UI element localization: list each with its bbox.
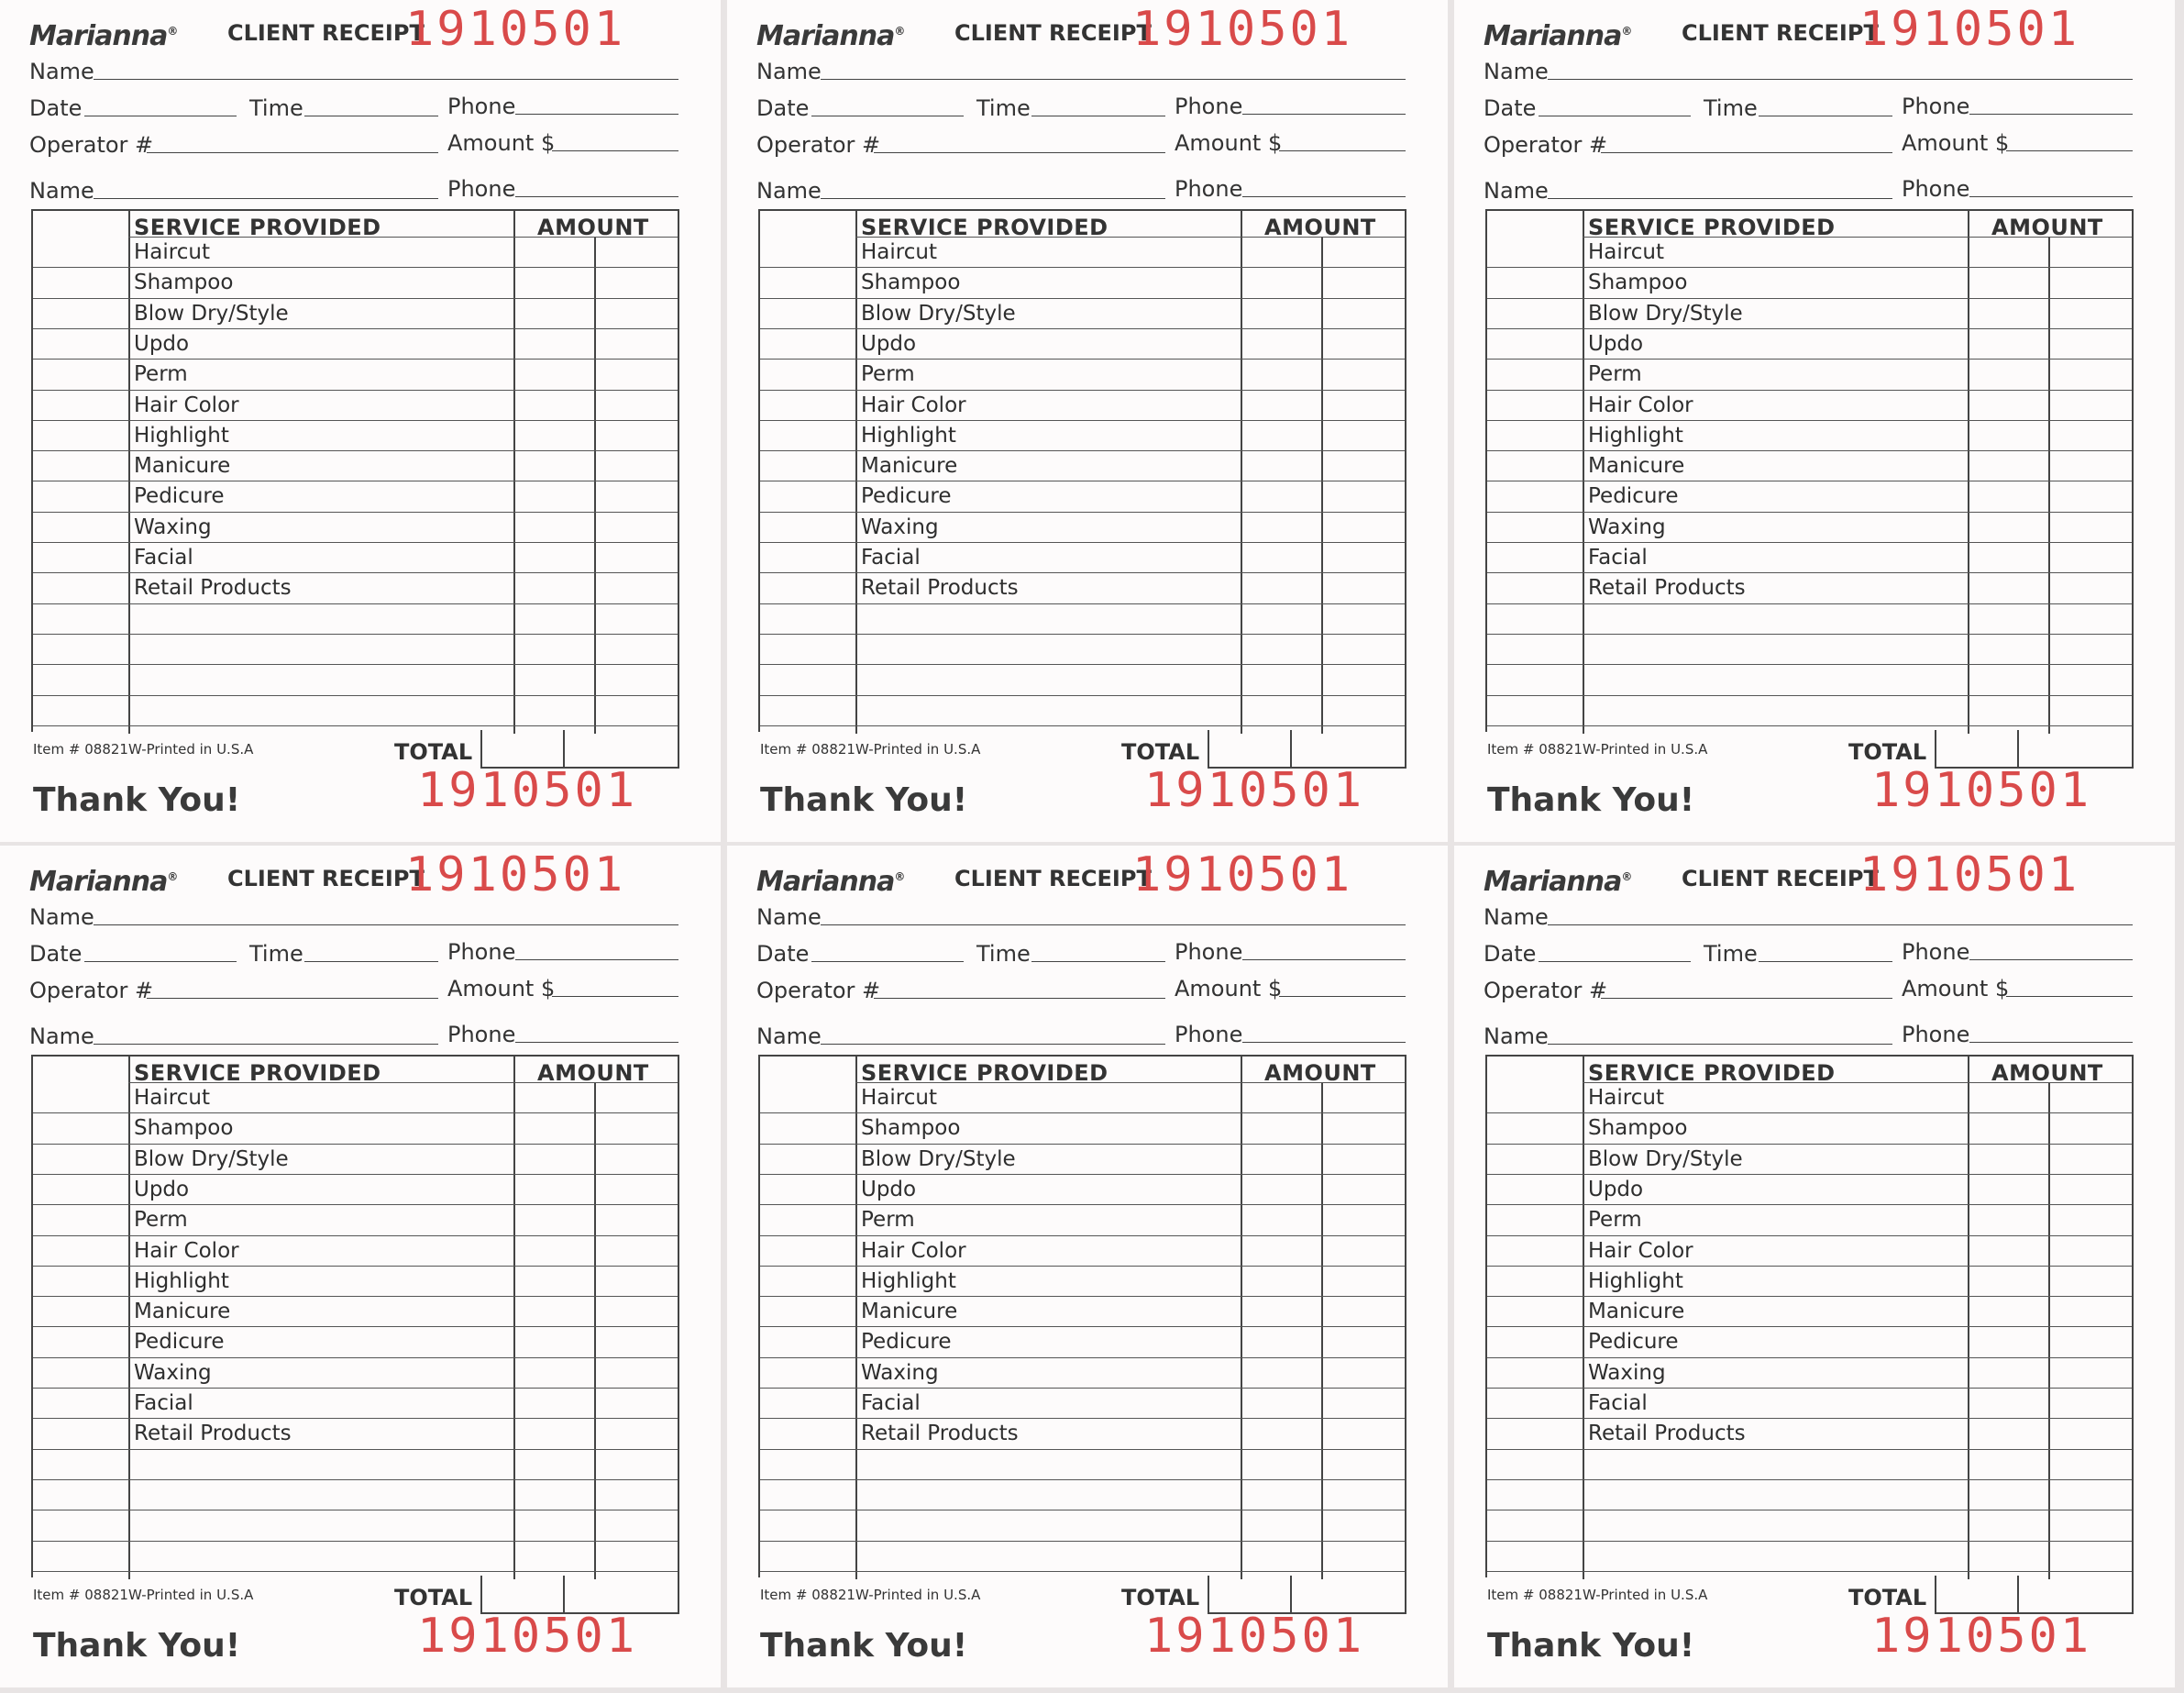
operator-field[interactable] bbox=[874, 152, 1165, 153]
phone-field[interactable] bbox=[1242, 114, 1406, 115]
service-item: Retail Products bbox=[861, 576, 1019, 601]
receipt-number-bottom: 1910501 bbox=[1871, 763, 2092, 818]
total-label: TOTAL bbox=[1848, 739, 1927, 765]
amount-field[interactable] bbox=[1279, 150, 1406, 151]
marianna-logo: Marianna® bbox=[1484, 866, 1632, 898]
service-item: Hair Color bbox=[1588, 1238, 1693, 1263]
amount-header: AMOUNT bbox=[1991, 215, 2103, 240]
phone-label-2: Phone bbox=[1902, 176, 1970, 202]
services-table bbox=[31, 209, 679, 732]
name-label-2: Name bbox=[1484, 178, 1549, 204]
service-item: Perm bbox=[134, 1208, 188, 1233]
service-item: Updo bbox=[1588, 331, 1644, 356]
service-item: Blow Dry/Style bbox=[134, 301, 289, 326]
service-item: Retail Products bbox=[134, 576, 292, 601]
service-item: Updo bbox=[861, 1177, 917, 1201]
total-label: TOTAL bbox=[394, 739, 473, 765]
client-receipt bbox=[0, 0, 721, 842]
amount-label: Amount $ bbox=[1175, 130, 1283, 156]
service-item: Hair Color bbox=[861, 393, 966, 417]
thank-you: Thank You! bbox=[1487, 1627, 1695, 1665]
service-item: Haircut bbox=[1588, 1086, 1664, 1110]
date-label: Date bbox=[1484, 941, 1537, 967]
service-item: Manicure bbox=[861, 1300, 958, 1324]
name-field-2[interactable] bbox=[821, 1044, 1165, 1045]
phone-field-2[interactable] bbox=[515, 196, 678, 197]
service-item: Blow Dry/Style bbox=[134, 1146, 289, 1171]
receipt-number-bottom: 1910501 bbox=[1871, 1609, 2092, 1664]
marianna-logo: Marianna® bbox=[1484, 20, 1632, 52]
operator-field[interactable] bbox=[1601, 152, 1892, 153]
thank-you: Thank You! bbox=[33, 781, 241, 819]
phone-field-2[interactable] bbox=[1969, 1042, 2133, 1043]
name-field[interactable] bbox=[821, 79, 1406, 80]
phone-field[interactable] bbox=[515, 959, 678, 960]
service-provided-header: SERVICE PROVIDED bbox=[134, 215, 381, 240]
service-item: Highlight bbox=[1588, 423, 1683, 448]
operator-label: Operator # bbox=[29, 132, 154, 158]
name-field[interactable] bbox=[1548, 924, 2133, 925]
date-label: Date bbox=[29, 95, 83, 121]
phone-field-2[interactable] bbox=[1242, 196, 1406, 197]
marianna-logo: Marianna® bbox=[29, 20, 178, 52]
amount-label: Amount $ bbox=[447, 976, 556, 1001]
amount-field[interactable] bbox=[552, 150, 678, 151]
amount-label: Amount $ bbox=[1175, 976, 1283, 1001]
name-label-2: Name bbox=[756, 1024, 822, 1049]
name-label: Name bbox=[756, 904, 822, 930]
item-number: Item # 08821W-Printed in U.S.A bbox=[33, 741, 254, 758]
phone-label-2: Phone bbox=[1175, 176, 1243, 202]
service-item: Retail Products bbox=[134, 1422, 292, 1446]
amount-header: AMOUNT bbox=[537, 215, 649, 240]
item-number: Item # 08821W-Printed in U.S.A bbox=[33, 1587, 254, 1603]
name-label: Name bbox=[29, 904, 94, 930]
service-item: Retail Products bbox=[861, 1422, 1019, 1446]
service-item: Blow Dry/Style bbox=[861, 301, 1016, 326]
receipt-number-top: 1910501 bbox=[1132, 847, 1353, 902]
service-item: Manicure bbox=[1588, 454, 1685, 479]
receipt-number-top: 1910501 bbox=[405, 847, 626, 902]
amount-header: AMOUNT bbox=[1264, 1060, 1376, 1086]
phone-label-2: Phone bbox=[447, 176, 516, 202]
amount-field[interactable] bbox=[2006, 150, 2133, 151]
service-item: Waxing bbox=[134, 515, 212, 539]
service-item: Manicure bbox=[1588, 1300, 1685, 1324]
receipt-number-bottom: 1910501 bbox=[1144, 1609, 1365, 1664]
total-label: TOTAL bbox=[1848, 1585, 1927, 1610]
service-item: Perm bbox=[1588, 362, 1642, 387]
service-item: Perm bbox=[861, 1208, 915, 1233]
date-label: Date bbox=[756, 95, 810, 121]
time-label: Time bbox=[249, 941, 303, 967]
thank-you: Thank You! bbox=[760, 1627, 968, 1665]
receipt-number-top: 1910501 bbox=[405, 2, 626, 57]
service-item: Waxing bbox=[1588, 515, 1666, 539]
service-item: Blow Dry/Style bbox=[861, 1146, 1016, 1171]
phone-field-2[interactable] bbox=[515, 1042, 678, 1043]
name-label-2: Name bbox=[756, 178, 822, 204]
service-item: Perm bbox=[861, 362, 915, 387]
client-receipt bbox=[1454, 846, 2175, 1687]
name-field[interactable] bbox=[94, 79, 678, 80]
amount-header: AMOUNT bbox=[1991, 1060, 2103, 1086]
service-item: Shampoo bbox=[1588, 271, 1688, 295]
service-item: Highlight bbox=[861, 423, 956, 448]
service-item: Shampoo bbox=[1588, 1116, 1688, 1141]
service-item: Manicure bbox=[861, 454, 958, 479]
time-field[interactable] bbox=[304, 961, 438, 962]
name-field-2[interactable] bbox=[1548, 1044, 1892, 1045]
service-provided-header: SERVICE PROVIDED bbox=[134, 1060, 381, 1086]
service-item: Pedicure bbox=[1588, 484, 1679, 509]
item-number: Item # 08821W-Printed in U.S.A bbox=[760, 741, 981, 758]
date-label: Date bbox=[1484, 95, 1537, 121]
service-item: Waxing bbox=[861, 1360, 939, 1385]
service-item: Pedicure bbox=[861, 1330, 952, 1355]
service-item: Perm bbox=[1588, 1208, 1642, 1233]
receipt-number-top: 1910501 bbox=[1859, 2, 2080, 57]
service-item: Hair Color bbox=[134, 393, 239, 417]
services-table bbox=[31, 1055, 679, 1577]
name-field-2[interactable] bbox=[821, 198, 1165, 199]
receipt-title: CLIENT RECEIPT bbox=[227, 20, 425, 46]
service-item: Facial bbox=[861, 1391, 921, 1415]
marianna-logo: Marianna® bbox=[756, 866, 905, 898]
service-item: Facial bbox=[861, 546, 921, 570]
service-item: Haircut bbox=[134, 240, 210, 264]
operator-field[interactable] bbox=[147, 998, 438, 999]
time-label: Time bbox=[1704, 941, 1758, 967]
receipt-number-bottom: 1910501 bbox=[1144, 763, 1365, 818]
service-item: Updo bbox=[1588, 1177, 1644, 1201]
item-number: Item # 08821W-Printed in U.S.A bbox=[1487, 741, 1708, 758]
thank-you: Thank You! bbox=[760, 781, 968, 819]
amount-field[interactable] bbox=[1279, 996, 1406, 997]
amount-header: AMOUNT bbox=[1264, 215, 1376, 240]
amount-label: Amount $ bbox=[1902, 130, 2010, 156]
receipt-title: CLIENT RECEIPT bbox=[954, 866, 1152, 891]
receipt-title: CLIENT RECEIPT bbox=[1682, 866, 1879, 891]
service-item: Updo bbox=[861, 331, 917, 356]
service-item: Blow Dry/Style bbox=[1588, 1146, 1743, 1171]
receipt-title: CLIENT RECEIPT bbox=[1682, 20, 1879, 46]
thank-you: Thank You! bbox=[1487, 781, 1695, 819]
service-item: Updo bbox=[134, 1177, 190, 1201]
service-item: Retail Products bbox=[1588, 576, 1746, 601]
service-item: Retail Products bbox=[1588, 1422, 1746, 1446]
service-item: Highlight bbox=[1588, 1268, 1683, 1293]
service-item: Waxing bbox=[1588, 1360, 1666, 1385]
services-table bbox=[1485, 1055, 2134, 1577]
time-field[interactable] bbox=[1031, 961, 1165, 962]
operator-label: Operator # bbox=[1484, 132, 1608, 158]
service-item: Haircut bbox=[134, 1086, 210, 1110]
phone-field[interactable] bbox=[515, 114, 678, 115]
service-item: Haircut bbox=[861, 1086, 937, 1110]
phone-label: Phone bbox=[447, 939, 516, 965]
time-label: Time bbox=[976, 941, 1031, 967]
name-field[interactable] bbox=[94, 924, 678, 925]
time-label: Time bbox=[249, 95, 303, 121]
phone-field-2[interactable] bbox=[1969, 196, 2133, 197]
operator-field[interactable] bbox=[874, 998, 1165, 999]
name-field-2[interactable] bbox=[1548, 198, 1892, 199]
operator-field[interactable] bbox=[147, 152, 438, 153]
phone-label-2: Phone bbox=[447, 1022, 516, 1047]
service-item: Facial bbox=[134, 546, 193, 570]
item-number: Item # 08821W-Printed in U.S.A bbox=[760, 1587, 981, 1603]
service-item: Shampoo bbox=[861, 1116, 961, 1141]
name-label-2: Name bbox=[29, 178, 94, 204]
amount-field[interactable] bbox=[552, 996, 678, 997]
service-item: Facial bbox=[1588, 546, 1648, 570]
phone-field-2[interactable] bbox=[1242, 1042, 1406, 1043]
name-label: Name bbox=[1484, 59, 1549, 84]
receipt-number-bottom: 1910501 bbox=[417, 1609, 638, 1664]
name-field-2[interactable] bbox=[94, 198, 438, 199]
receipt-title: CLIENT RECEIPT bbox=[227, 866, 425, 891]
service-item: Pedicure bbox=[861, 484, 952, 509]
time-label: Time bbox=[976, 95, 1031, 121]
amount-label: Amount $ bbox=[1902, 976, 2010, 1001]
services-table bbox=[758, 209, 1406, 732]
service-item: Shampoo bbox=[134, 271, 234, 295]
service-item: Waxing bbox=[134, 1360, 212, 1385]
client-receipt bbox=[0, 846, 721, 1687]
operator-label: Operator # bbox=[29, 978, 154, 1003]
services-table bbox=[758, 1055, 1406, 1577]
item-number: Item # 08821W-Printed in U.S.A bbox=[1487, 1587, 1708, 1603]
service-item: Waxing bbox=[861, 515, 939, 539]
amount-header: AMOUNT bbox=[537, 1060, 649, 1086]
receipt-number-bottom: 1910501 bbox=[417, 763, 638, 818]
operator-label: Operator # bbox=[1484, 978, 1608, 1003]
service-item: Shampoo bbox=[134, 1116, 234, 1141]
amount-label: Amount $ bbox=[447, 130, 556, 156]
operator-field[interactable] bbox=[1601, 998, 1892, 999]
service-item: Highlight bbox=[134, 423, 229, 448]
phone-label: Phone bbox=[1902, 939, 1970, 965]
receipt-number-top: 1910501 bbox=[1132, 2, 1353, 57]
client-receipt bbox=[1454, 0, 2175, 842]
amount-field[interactable] bbox=[2006, 996, 2133, 997]
service-provided-header: SERVICE PROVIDED bbox=[1588, 215, 1836, 240]
service-item: Pedicure bbox=[134, 1330, 225, 1355]
service-item: Shampoo bbox=[861, 271, 961, 295]
name-label: Name bbox=[29, 59, 94, 84]
name-field[interactable] bbox=[821, 924, 1406, 925]
marianna-logo: Marianna® bbox=[756, 20, 905, 52]
receipt-number-top: 1910501 bbox=[1859, 847, 2080, 902]
total-label: TOTAL bbox=[1121, 739, 1200, 765]
name-label: Name bbox=[1484, 904, 1549, 930]
total-label: TOTAL bbox=[394, 1585, 473, 1610]
thank-you: Thank You! bbox=[33, 1627, 241, 1665]
total-label: TOTAL bbox=[1121, 1585, 1200, 1610]
service-item: Manicure bbox=[134, 454, 231, 479]
client-receipt bbox=[727, 0, 1448, 842]
service-provided-header: SERVICE PROVIDED bbox=[861, 1060, 1109, 1086]
phone-label-2: Phone bbox=[1175, 1022, 1243, 1047]
service-item: Facial bbox=[1588, 1391, 1648, 1415]
service-item: Updo bbox=[134, 331, 190, 356]
service-item: Manicure bbox=[134, 1300, 231, 1324]
service-item: Pedicure bbox=[1588, 1330, 1679, 1355]
service-item: Highlight bbox=[861, 1268, 956, 1293]
service-item: Facial bbox=[134, 1391, 193, 1415]
service-provided-header: SERVICE PROVIDED bbox=[861, 215, 1109, 240]
service-item: Hair Color bbox=[1588, 393, 1693, 417]
date-field[interactable] bbox=[84, 961, 237, 962]
date-label: Date bbox=[756, 941, 810, 967]
service-item: Hair Color bbox=[134, 1238, 239, 1263]
service-item: Pedicure bbox=[134, 484, 225, 509]
name-label-2: Name bbox=[29, 1024, 94, 1049]
service-provided-header: SERVICE PROVIDED bbox=[1588, 1060, 1836, 1086]
phone-label: Phone bbox=[1175, 939, 1243, 965]
name-label-2: Name bbox=[1484, 1024, 1549, 1049]
service-item: Haircut bbox=[861, 240, 937, 264]
marianna-logo: Marianna® bbox=[29, 866, 178, 898]
time-label: Time bbox=[1704, 95, 1758, 121]
phone-label: Phone bbox=[1175, 94, 1243, 119]
name-field[interactable] bbox=[1548, 79, 2133, 80]
phone-field[interactable] bbox=[1969, 114, 2133, 115]
phone-label-2: Phone bbox=[1902, 1022, 1970, 1047]
client-receipt bbox=[727, 846, 1448, 1687]
services-table bbox=[1485, 209, 2134, 732]
service-item: Perm bbox=[134, 362, 188, 387]
receipt-title: CLIENT RECEIPT bbox=[954, 20, 1152, 46]
date-field[interactable] bbox=[1539, 961, 1691, 962]
phone-label: Phone bbox=[447, 94, 516, 119]
operator-label: Operator # bbox=[756, 978, 881, 1003]
date-label: Date bbox=[29, 941, 83, 967]
name-field-2[interactable] bbox=[94, 1044, 438, 1045]
date-field[interactable] bbox=[811, 961, 964, 962]
operator-label: Operator # bbox=[756, 132, 881, 158]
service-item: Hair Color bbox=[861, 1238, 966, 1263]
service-item: Haircut bbox=[1588, 240, 1664, 264]
service-item: Blow Dry/Style bbox=[1588, 301, 1743, 326]
phone-field[interactable] bbox=[1242, 959, 1406, 960]
service-item: Highlight bbox=[134, 1268, 229, 1293]
phone-label: Phone bbox=[1902, 94, 1970, 119]
name-label: Name bbox=[756, 59, 822, 84]
phone-field[interactable] bbox=[1969, 959, 2133, 960]
time-field[interactable] bbox=[1759, 961, 1892, 962]
